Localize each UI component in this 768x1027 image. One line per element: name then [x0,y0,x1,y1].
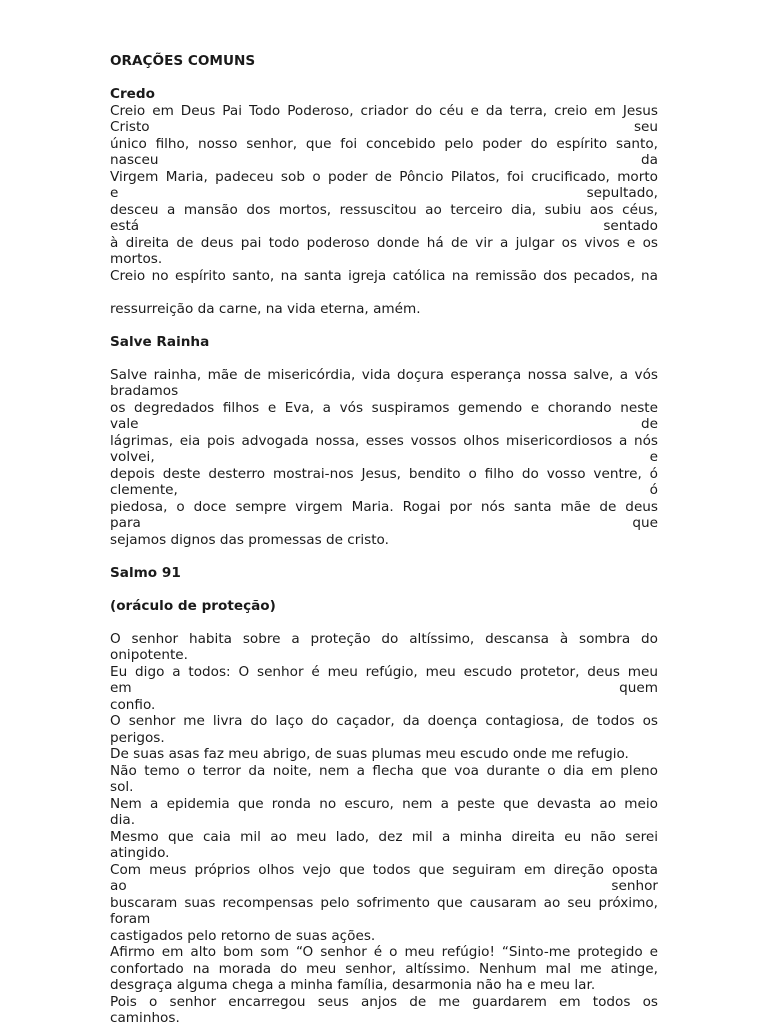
text-line: perigos. [110,729,165,746]
text-line: lágrimas, eia pois advogada nossa, esses vossos olhos misericordiosos a nós [110,432,658,449]
text-line: Creio em Deus Pai Todo Poderoso, criador do céu e da terra, creio em Jesus [110,102,658,119]
text-line: nasceu da [110,152,658,168]
text-line: confio. [110,696,156,713]
text-line: à direita de deus pai todo poderoso donde há de vir a julgar os vivos e os [110,234,658,251]
document-title: ORAÇÕES COMUNS [110,53,256,69]
section-subheading: (oráculo de proteção) [110,597,276,614]
text-line: sol. [110,779,134,795]
text-line: os degredados filhos e Eva, a vós suspiramos gemendo e chorando neste [110,399,658,416]
text-line: Eu digo a todos: O senhor é meu refúgio, meu escudo protetor, deus meu [110,663,658,680]
text-line: Não temo o terror da noite, nem a flecha que voa durante o dia em pleno [110,762,658,779]
section-heading-salmo-91: Salmo 91 [110,564,181,581]
text-line: sejamos dignos das promessas de cristo. [110,531,389,548]
text-line: desgraça alguma chega a minha família, desarmonia não ha e meu lar. [110,977,596,993]
text-line: O senhor me livra do laço do caçador, da doença contagiosa, de todos os [110,713,658,729]
section-heading-salve-rainha: Salve Rainha [110,333,210,350]
text-line: Com meus próprios olhos vejo que todos que seguiram em direção oposta [110,861,658,878]
text-line: bradamos [110,383,179,399]
text-line: depois deste desterro mostrai-nos Jesus, bendito o filho do vosso ventre, ó [110,465,658,482]
text-line: De suas asas faz meu abrigo, de suas plumas meu escudo onde me refugio. [110,746,629,762]
text-line: mortos. [110,251,163,267]
text-line: Virgem Maria, padeceu sob o poder de Pôncio Pilatos, foi crucificado, morto [110,168,658,185]
text-line: Mesmo que caia mil ao meu lado, dez mil a minha direita eu não serei [110,828,658,845]
text-line: Pois o senhor encarregou seus anjos de me guardarem em todos os [110,993,658,1010]
text-line: buscaram suas recompensas pelo sofrimento que causaram ao seu próximo, [110,894,658,911]
text-line: único filho, nosso senhor, que foi concebido pelo poder do espírito santo, [110,135,658,152]
section-heading-credo: Credo [110,86,155,102]
text-line: O senhor habita sobre a proteção do altíssimo, descansa à sombra do [110,630,658,647]
text-line: confortado na morada do meu senhor, altíssimo. Nenhum mal me atinge, [110,960,658,977]
text-line: Nem a epidemia que ronda no escuro, nem a peste que devasta ao meio [110,795,658,812]
text-line: e sepultado, [110,185,658,201]
text-line: Afirmo em alto bom som “O senhor é o meu refúgio! “Sinto-me protegido e [110,944,658,960]
document-page [110,53,658,1027]
text-line: foram [110,911,151,927]
text-line: vale de [110,416,658,432]
text-line: desceu a mansão dos mortos, ressuscitou ao terceiro dia, subiu aos céus, [110,201,658,218]
text-line: Salve rainha, mãe de misericórdia, vida doçura esperança nossa salve, a vós [110,366,658,383]
text-line: dia. [110,812,136,828]
text-line: onipotente. [110,647,188,663]
text-line: castigados pelo retorno de suas ações. [110,927,376,944]
text-line: ressurreição da carne, na vida eterna, amém. [110,300,421,317]
text-line: em quem [110,680,658,696]
text-line: Cristo seu [110,119,658,135]
text-line: Creio no espírito santo, na santa igreja católica na remissão dos pecados, na [110,267,658,284]
text-line: clemente, ó [110,482,658,498]
text-line: ao senhor [110,878,658,894]
text-line: volvei, e [110,449,658,465]
text-line: caminhos. [110,1010,180,1026]
text-line: piedosa, o doce sempre virgem Maria. Rogai por nós santa mãe de deus [110,498,658,515]
text-line: para que [110,515,658,531]
text-line: atingido. [110,845,170,861]
text-line: está sentado [110,218,658,234]
